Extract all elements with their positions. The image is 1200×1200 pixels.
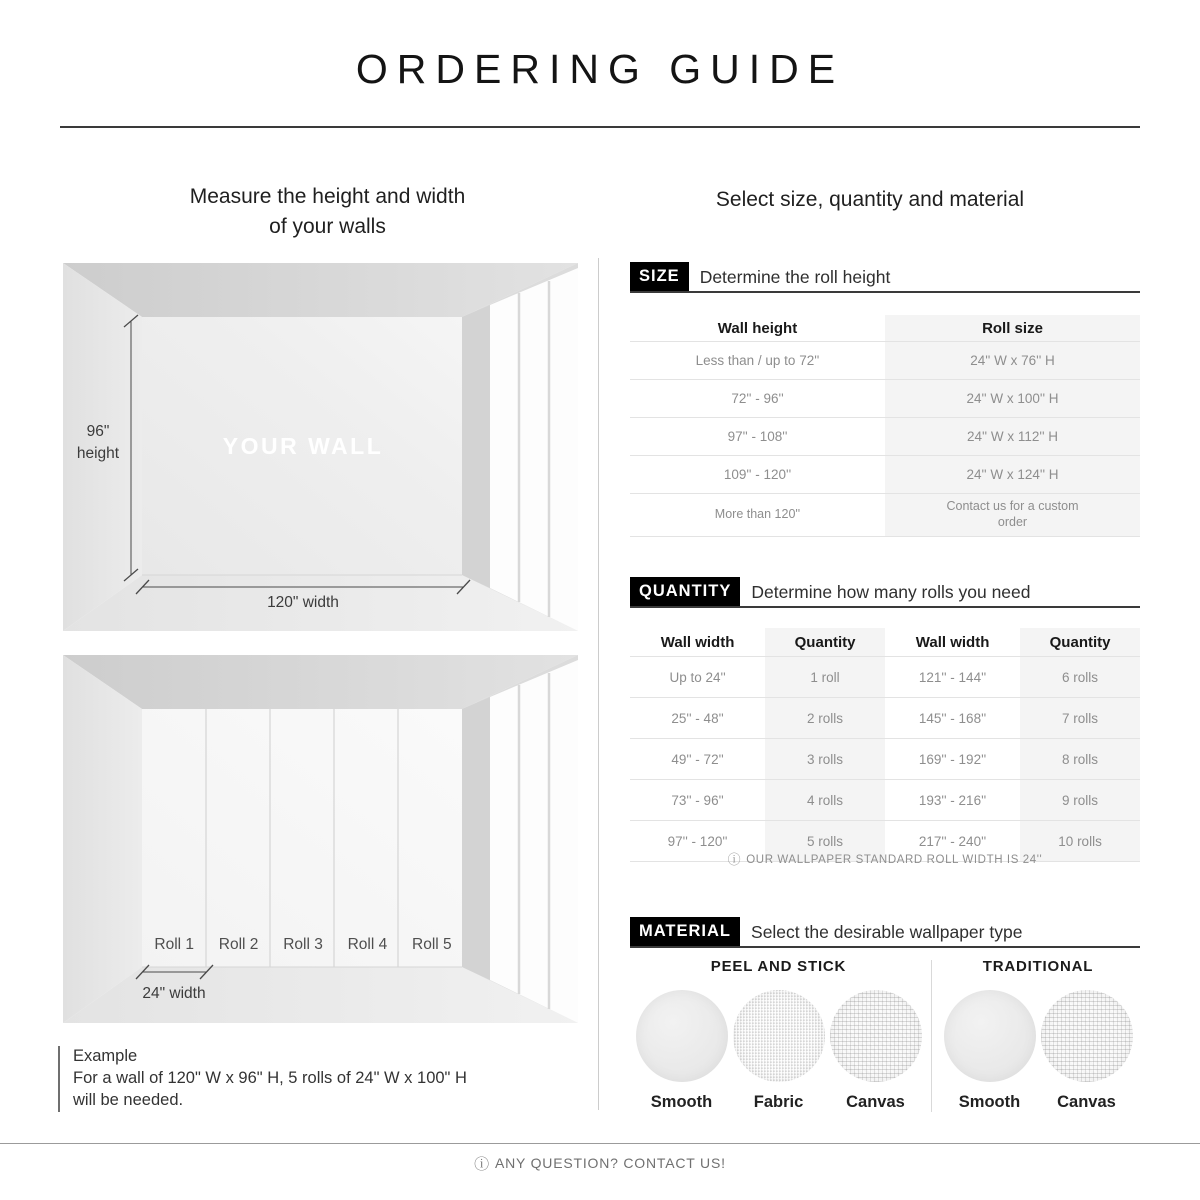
swatch-canvas	[830, 990, 922, 1112]
fabric-texture-icon	[733, 990, 825, 1082]
material-subtitle: Select the desirable wallpaper type	[751, 922, 1023, 942]
size-cell: More than 120''	[714, 507, 801, 522]
swatch-label: Canvas	[1057, 1093, 1116, 1111]
height-word: height	[76, 445, 120, 463]
swatch-canvas	[1041, 990, 1133, 1112]
table-row	[630, 342, 1140, 380]
material-badge: MATERIAL	[630, 917, 740, 946]
qty-col-quantity-2: Quantity	[1020, 628, 1140, 657]
size-cell: 24'' W x 112'' H	[885, 418, 1140, 456]
swatch-smooth	[944, 990, 1036, 1112]
left-heading-line1: Measure the height and width	[189, 185, 466, 208]
table-row	[630, 380, 1140, 418]
peel-and-stick-swatches	[636, 990, 922, 1112]
room-drawing-rolls	[63, 655, 578, 1023]
roll-5-label: Roll 5	[412, 936, 452, 953]
size-section-header	[630, 262, 1140, 293]
canvas-texture-icon	[830, 990, 922, 1082]
qty-cell: 8 rolls	[1020, 739, 1140, 780]
table-row	[630, 780, 1140, 821]
example-heading: Example	[73, 1047, 138, 1065]
size-table	[630, 315, 1140, 537]
qty-cell: 49'' - 72''	[671, 751, 724, 767]
size-cell: Less than / up to 72''	[695, 353, 820, 368]
roll-1-label: Roll 1	[154, 936, 195, 953]
your-wall-label: YOUR WALL	[222, 433, 384, 459]
quantity-section-header	[630, 577, 1140, 608]
qty-cell: 5 rolls	[765, 821, 885, 862]
size-cell: 109'' - 120''	[723, 467, 792, 482]
qty-cell: 193'' - 216''	[918, 792, 987, 808]
qty-cell: 4 rolls	[765, 780, 885, 821]
info-icon: ⓘ	[474, 1156, 490, 1173]
qty-cell: Up to 24''	[669, 669, 726, 685]
size-cell: 97'' - 108''	[727, 429, 788, 444]
traditional-title: TRADITIONAL	[982, 958, 1094, 975]
room-illustration-rolls	[63, 655, 578, 1023]
smooth-texture-icon	[944, 990, 1036, 1082]
material-group-divider	[931, 960, 932, 1112]
roll-width-note-text: OUR WALLPAPER STANDARD ROLL WIDTH IS 24''	[746, 854, 1043, 866]
qty-cell: 6 rolls	[1020, 657, 1140, 698]
peel-and-stick-title: PEEL AND STICK	[710, 958, 847, 975]
column-divider	[598, 258, 599, 1110]
size-cell: 72'' - 96''	[731, 391, 784, 406]
height-value: 96"	[86, 423, 110, 440]
roll-2-label: Roll 2	[218, 936, 259, 953]
right-column-heading: Select size, quantity and material	[715, 188, 1025, 211]
size-col-wall-height: Wall height	[717, 319, 798, 337]
qty-col-wall-width-2: Wall width	[915, 633, 990, 651]
quantity-subtitle: Determine how many rolls you need	[751, 582, 1031, 602]
width-dimension-label: 120" width	[267, 594, 339, 611]
qty-cell: 1 roll	[765, 657, 885, 698]
table-row	[630, 418, 1140, 456]
info-icon: ⓘ	[727, 852, 742, 867]
qty-cell: 9 rolls	[1020, 780, 1140, 821]
size-subtitle: Determine the roll height	[699, 267, 891, 287]
roll-3-label: Roll 3	[283, 936, 323, 953]
title-divider	[60, 126, 1140, 128]
table-row	[630, 739, 1140, 780]
page-title: ORDERING GUIDE	[355, 46, 845, 92]
roll-4-label: Roll 4	[347, 936, 388, 953]
footer-contact	[0, 1153, 1200, 1174]
swatch-label: Fabric	[753, 1093, 804, 1111]
roll-width-dimension-label: 24" width	[142, 985, 206, 1002]
size-cell: 24'' W x 100'' H	[885, 380, 1140, 418]
qty-col-quantity-1: Quantity	[765, 628, 885, 657]
qty-cell: 10 rolls	[1020, 821, 1140, 862]
footer-contact-text: ANY QUESTION? CONTACT US!	[494, 1155, 726, 1171]
qty-cell: 145'' - 168''	[918, 710, 987, 726]
qty-cell: 7 rolls	[1020, 698, 1140, 739]
qty-cell: 2 rolls	[765, 698, 885, 739]
example-line2: will be needed.	[73, 1090, 184, 1109]
swatch-smooth	[636, 990, 728, 1112]
table-row	[630, 456, 1140, 494]
material-options	[630, 958, 1140, 1112]
size-col-roll-size: Roll size	[885, 315, 1140, 342]
quantity-badge: QUANTITY	[630, 577, 740, 606]
size-cell	[885, 494, 1140, 537]
qty-cell: 217'' - 240''	[918, 833, 987, 849]
material-section-header	[630, 917, 1140, 948]
size-cell: 24'' W x 76'' H	[885, 342, 1140, 380]
left-heading-line2: of your walls	[269, 215, 386, 239]
example-block	[58, 1046, 467, 1112]
traditional-swatches	[944, 990, 1133, 1112]
qty-cell: 97'' - 120''	[667, 833, 728, 849]
qty-cell: 169'' - 192''	[918, 751, 987, 767]
left-column-heading	[60, 182, 595, 242]
swatch-fabric	[733, 990, 825, 1112]
canvas-texture-icon	[1041, 990, 1133, 1082]
swatch-label: Smooth	[958, 1093, 1021, 1111]
room-illustration-measure	[63, 263, 578, 631]
table-row	[630, 657, 1140, 698]
qty-cell: 73'' - 96''	[671, 792, 724, 808]
smooth-texture-icon	[636, 990, 728, 1082]
traditional-group	[936, 958, 1140, 1112]
peel-and-stick-group	[630, 958, 927, 1112]
size-badge: SIZE	[630, 262, 689, 291]
example-line1: For a wall of 120" W x 96" H, 5 rolls of 24" W x 100" H	[73, 1068, 467, 1087]
qty-cell: 3 rolls	[765, 739, 885, 780]
qty-cell: 25'' - 48''	[671, 710, 724, 726]
quantity-table	[630, 628, 1140, 862]
size-cell: 24'' W x 124'' H	[885, 456, 1140, 494]
footer-divider	[0, 1143, 1200, 1144]
roll-width-note	[630, 849, 1140, 868]
qty-cell: 121'' - 144''	[918, 669, 987, 685]
swatch-label: Canvas	[846, 1093, 905, 1111]
table-row	[630, 698, 1140, 739]
qty-col-wall-width-1: Wall width	[660, 633, 735, 651]
room-drawing	[63, 263, 578, 631]
swatch-label: Smooth	[650, 1093, 713, 1111]
table-row	[630, 494, 1140, 537]
custom-order-note: Contact us for a custom order	[946, 499, 1079, 529]
